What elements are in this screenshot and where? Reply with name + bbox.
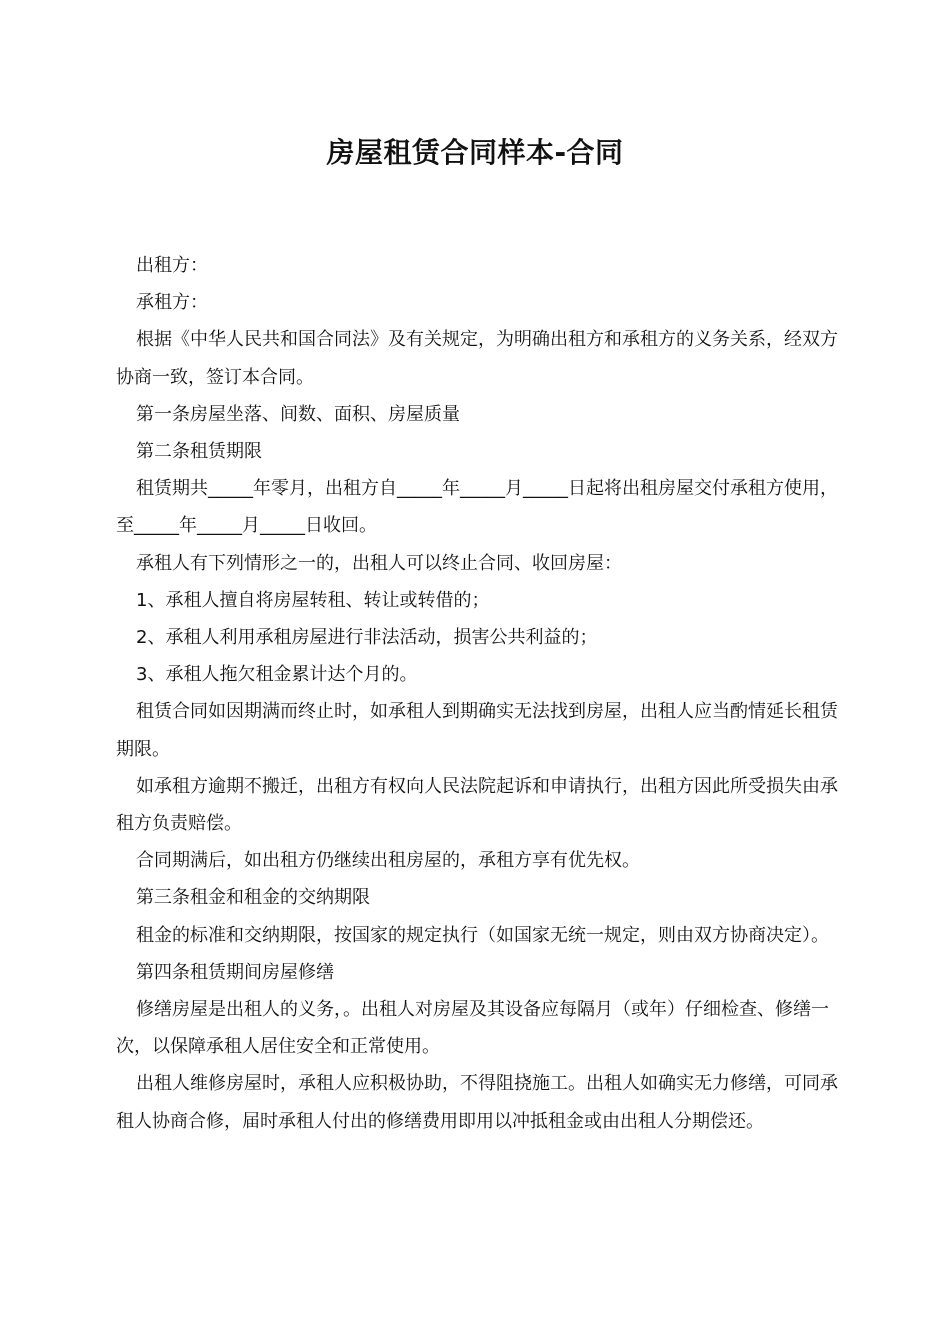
- document-title: 房屋租赁合同样本-合同: [326, 136, 624, 169]
- list-item-2: 2、承租人利用承租房屋进行非法活动，损害公共利益的；: [136, 627, 598, 649]
- paragraph-overdue-move: 如承租方逾期不搬迁，出租方有权向人民法院起诉和申请执行，出租方因此所受损失由承租方负责赔偿。: [116, 775, 838, 835]
- paragraph-lessor: 出租方：: [136, 255, 208, 276]
- paragraph-preamble: 根据《中华人民共和国合同法》及有关规定，为明确出租方和承租方的义务关系，经双方协商一致，签订本合同。: [116, 329, 838, 388]
- article-1-heading: 第一条房屋坐落、间数、面积、房屋质量: [136, 403, 460, 425]
- list-item-3: 3、承租人拖欠租金累计达个月的。: [136, 664, 418, 686]
- article-4-heading: 第四条租赁期间房屋修缮: [136, 961, 334, 983]
- paragraph-termination-conditions: 承租人有下列情形之一的，出租人可以终止合同、收回房屋：: [136, 552, 622, 574]
- document-body: [116, 247, 838, 1140]
- paragraph-lease-term: 租赁期共_____年零月，出租方自_____年_____月_____日起将出租房屋交付承租方使用，至_____年_____月_____日收回。: [116, 478, 838, 537]
- paragraph-extension: 租赁合同如因期满而终止时，如承租人到期确实无法找到房屋，出租人应当酌情延长租赁期限。: [116, 701, 838, 760]
- paragraph-repair-cooperation: 出租人维修房屋时，承租人应积极协助，不得阻挠施工。出租人如确实无力修缮，可同承租人协商合修，届时承租人付出的修缮费用即用以冲抵租金或由出租人分期偿还。: [116, 1073, 838, 1132]
- article-3-heading: 第三条租金和租金的交纳期限: [136, 887, 370, 909]
- article-2-heading: 第二条租赁期限: [136, 441, 262, 463]
- paragraph-lessee: 承租方：: [136, 292, 208, 314]
- paragraph-repair-duty: 修缮房屋是出租人的义务，。出租人对房屋及其设备应每隔月（或年）仔细检查、修缮一次，以保障承租人居住安全和正常使用。: [116, 999, 829, 1058]
- paragraph-rent-standard: 租金的标准和交纳期限，按国家的规定执行（如国家无统一规定，则由双方协商决定）。: [136, 924, 829, 946]
- paragraph-priority: 合同期满后，如出租方仍继续出租房屋的，承租方享有优先权。: [136, 850, 640, 872]
- list-item-1: 1、承租人擅自将房屋转租、转让或转借的；: [136, 589, 490, 611]
